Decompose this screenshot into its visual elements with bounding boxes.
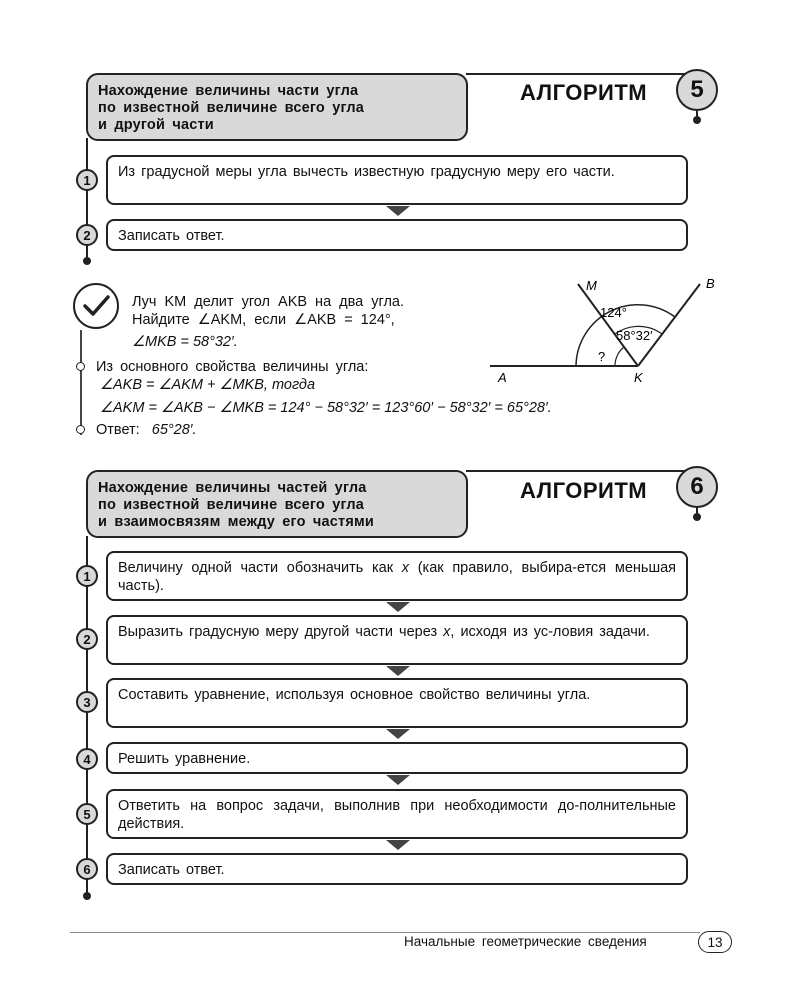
algorithm-title: АЛГОРИТМ	[520, 80, 648, 105]
step-number-3: 3	[76, 691, 98, 713]
label-a: A	[498, 370, 507, 385]
flow-arrow	[386, 775, 410, 785]
flow-arrow	[386, 602, 410, 612]
flow-end-dot	[83, 257, 91, 265]
problem-line	[132, 293, 404, 311]
step-3: Составить уравнение, используя основное свойство величины угла.	[106, 678, 688, 728]
arc-unknown	[615, 347, 624, 366]
problem-text: Найдите ∠AKM, если ∠AKB = 124°,	[132, 312, 395, 328]
angle-part-label: 58°32′	[616, 328, 653, 343]
header-line: Нахождение величины части угла	[98, 83, 359, 99]
ray-km	[578, 284, 638, 366]
algorithm-number-badge: 5	[676, 69, 718, 111]
step-number-2: 2	[76, 628, 98, 650]
solution-formula: ∠AKB = ∠AKM + ∠MKB, тогда	[100, 377, 316, 393]
angle-total-label: 124°	[600, 305, 627, 320]
algorithm-number-badge: 6	[676, 466, 718, 508]
step-5: Ответить на вопрос задачи, выполнив при необходимости до-полнительные действия.	[106, 789, 688, 839]
step-text: Величину одной части обозначить как x (как правило, выбира-ется меньшая часть).	[118, 560, 676, 594]
angle-unknown-label: ?	[598, 349, 606, 364]
angle-diagram	[490, 272, 730, 392]
label-b: B	[706, 276, 715, 291]
answer-line	[96, 421, 197, 439]
bullet-circle	[76, 362, 85, 371]
header-rule	[466, 470, 698, 472]
step-1: Из градусной меры угла вычесть известную градусную меру его части.	[106, 155, 688, 205]
badge-dot	[693, 116, 701, 124]
header-rule	[466, 73, 698, 75]
step-6: Записать ответ.	[106, 853, 688, 885]
flow-arrow	[386, 666, 410, 676]
step-number-2: 2	[76, 224, 98, 246]
step-2: Записать ответ.	[106, 219, 688, 251]
flow-spine	[86, 536, 88, 894]
problem-line	[132, 311, 395, 329]
example-spine	[80, 330, 82, 435]
step-number-1: 1	[76, 565, 98, 587]
step-number-6: 6	[76, 858, 98, 880]
ray-kb	[638, 284, 700, 366]
step-4: Решить уравнение.	[106, 742, 688, 774]
header-line: и взаимосвязям между его частями	[98, 514, 375, 530]
problem-text: Луч KM делит угол AKB на два угла.	[132, 294, 405, 310]
page-number: 13	[707, 934, 723, 950]
step-1	[106, 551, 688, 601]
flow-arrow	[386, 206, 410, 216]
footer-section-title: Начальные геометрические сведения	[404, 934, 647, 949]
step-number-4: 4	[76, 748, 98, 770]
algorithm-title: АЛГОРИТМ	[520, 478, 648, 503]
badge-dot	[693, 513, 701, 521]
solution-calculation: ∠AKM = ∠AKB − ∠MKB = 124° − 58°32′ = 123°60′ − 58°32′ = 65°28′.	[100, 400, 552, 416]
header-line: по известной величине всего угла	[98, 497, 365, 513]
header-line: по известной величине всего угла	[98, 100, 365, 116]
flow-arrow	[386, 729, 410, 739]
step-number-1: 1	[76, 169, 98, 191]
header-line: Нахождение величины частей угла	[98, 480, 367, 496]
problem-line	[132, 333, 238, 351]
step-2	[106, 615, 688, 665]
bullet-circle	[76, 425, 85, 434]
checkmark-icon	[70, 280, 122, 332]
answer-value: 65°28′.	[151, 422, 197, 438]
solution-intro: Из основного свойства величины угла:	[96, 359, 369, 375]
answer-label: Ответ:	[96, 422, 140, 438]
step-text: Выразить градусную меру другой части через x, исходя из ус-ловия задачи.	[118, 624, 650, 640]
problem-text: ∠MKB = 58°32′.	[132, 334, 238, 350]
algorithm-6-header	[86, 470, 468, 538]
label-m: M	[586, 278, 597, 293]
header-line: и другой части	[98, 117, 214, 133]
algorithm-5-header	[86, 73, 468, 141]
label-k: K	[634, 370, 643, 385]
flow-arrow	[386, 840, 410, 850]
step-number-5: 5	[76, 803, 98, 825]
page-number-badge	[698, 931, 732, 953]
flow-end-dot	[83, 892, 91, 900]
